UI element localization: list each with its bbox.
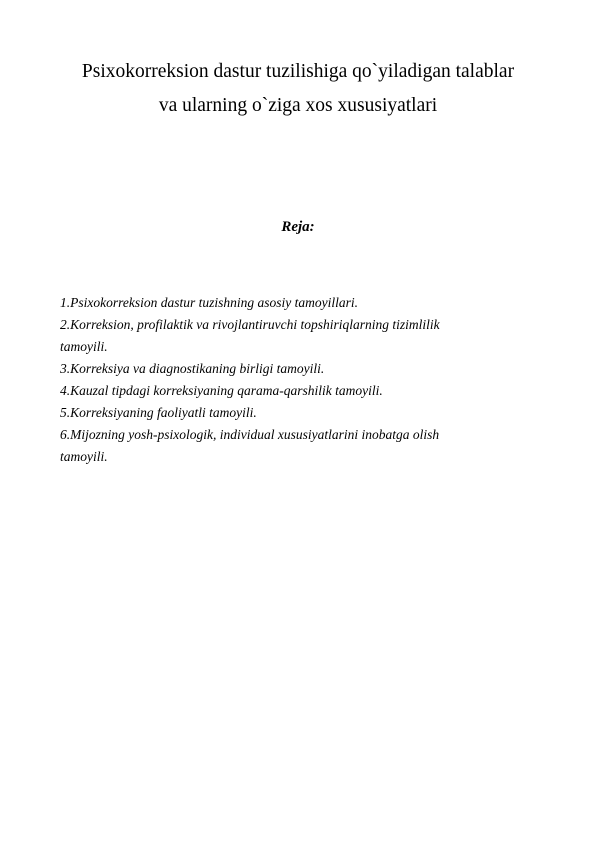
- plan-list: [60, 292, 540, 468]
- plan-item: 2.Korreksion, profilaktik va rivojlantiruvchi topshiriqlarning tizimlilik: [60, 317, 440, 332]
- plan-item: tamoyili.: [60, 339, 108, 354]
- plan-item: 5.Korreksiyaning faoliyatli tamoyili.: [60, 405, 257, 420]
- document-title-line-1: Psixokorreksion dastur tuzilishiga qo`yiladigan talablar: [81, 61, 515, 82]
- plan-heading: Reja:: [281, 219, 315, 235]
- plan-item: 6.Mijozning yosh-psixologik, individual xususiyatlarini inobatga olish: [60, 427, 440, 442]
- plan-item: 4.Kauzal tipdagi korreksiyaning qarama-qarshilik tamoyili.: [60, 383, 383, 398]
- plan-item: tamoyili.: [60, 449, 108, 464]
- document-title-line-2: va ularning o`ziga xos xususiyatlari: [158, 95, 438, 116]
- plan-item: 3.Korreksiya va diagnostikaning birligi tamoyili.: [60, 361, 325, 376]
- plan-item: 1.Psixokorreksion dastur tuzishning asosiy tamoyillari.: [60, 295, 358, 310]
